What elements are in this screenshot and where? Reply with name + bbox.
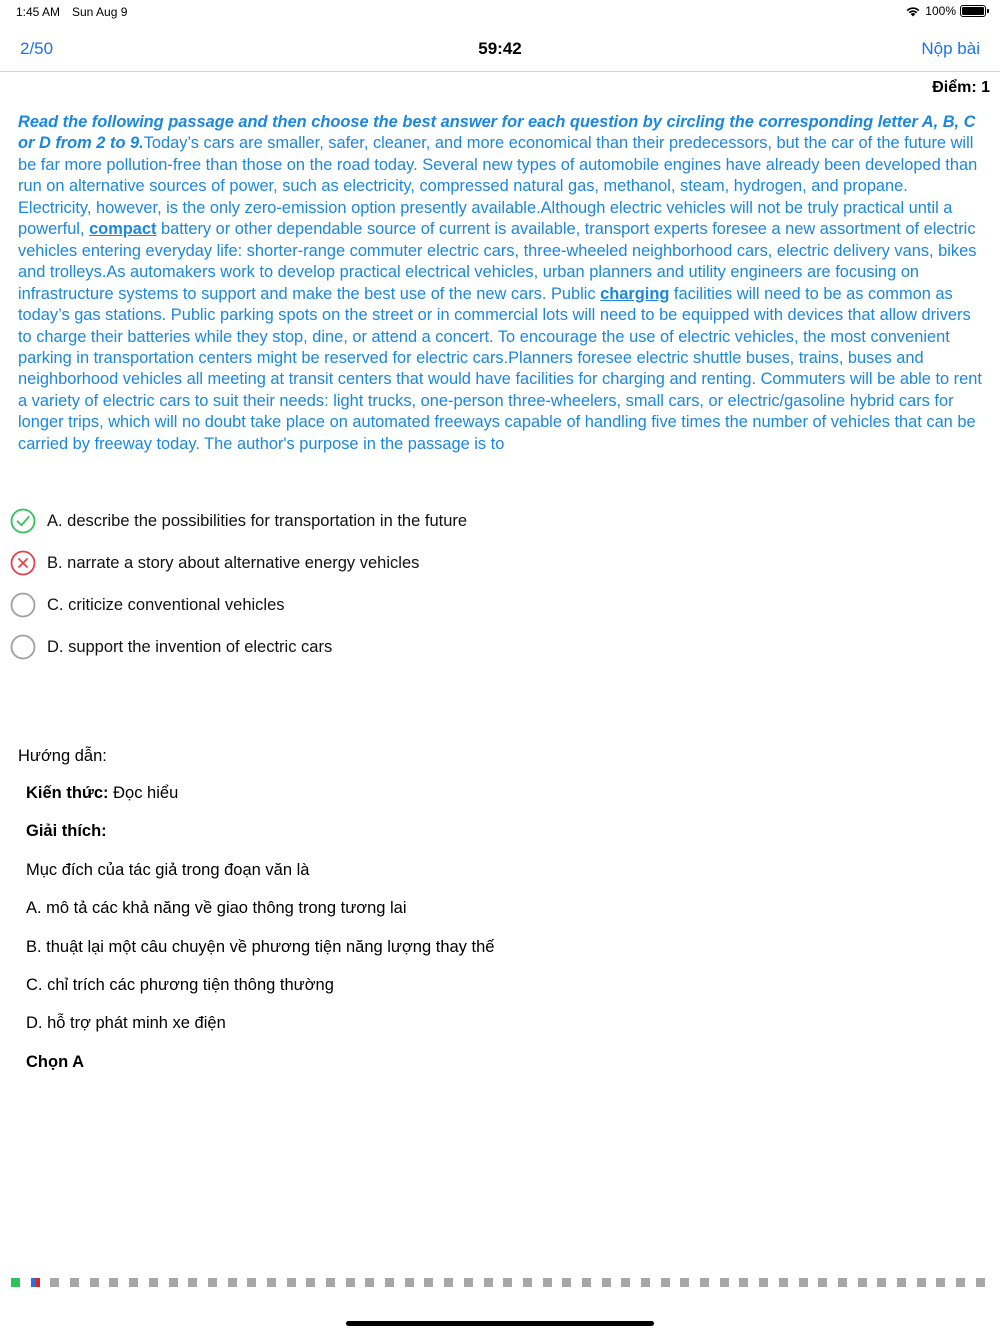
explain-label: Giải thích: — [26, 822, 107, 841]
question-progress-strip — [11, 1278, 995, 1287]
progress-dot-43[interactable] — [838, 1278, 847, 1287]
question-counter[interactable]: 2/50 — [20, 39, 54, 58]
answer-options — [10, 500, 910, 668]
progress-dot-41[interactable] — [799, 1278, 808, 1287]
battery-icon — [960, 5, 986, 17]
explain-line: A. mô tả các khả năng về giao thông trong tương lai — [26, 899, 407, 918]
option-b-label: B. narrate a story about alternative energy vehicles — [47, 553, 420, 572]
progress-dot-10[interactable] — [188, 1278, 197, 1287]
progress-dot-19[interactable] — [365, 1278, 374, 1287]
x-circle-icon — [10, 550, 36, 576]
guide-title: Hướng dẫn: — [18, 747, 107, 765]
progress-dot-20[interactable] — [385, 1278, 394, 1287]
countdown-timer: 59:42 — [478, 39, 522, 58]
progress-dot-14[interactable] — [267, 1278, 276, 1287]
option-d[interactable] — [10, 626, 910, 668]
progress-dot-11[interactable] — [208, 1278, 217, 1287]
progress-dot-8[interactable] — [149, 1278, 158, 1287]
progress-dot-4[interactable] — [70, 1278, 79, 1287]
knowledge-value: Đọc hiểu — [108, 784, 179, 802]
progress-dot-28[interactable] — [543, 1278, 552, 1287]
option-c[interactable] — [10, 584, 910, 626]
progress-dot-46[interactable] — [897, 1278, 906, 1287]
progress-dot-21[interactable] — [405, 1278, 414, 1287]
option-d-label: D. support the invention of electric cars — [47, 637, 333, 656]
score-label: Điểm: 1 — [932, 79, 990, 96]
progress-dot-38[interactable] — [739, 1278, 748, 1287]
option-c-label: C. criticize conventional vehicles — [47, 595, 285, 614]
progress-dot-9[interactable] — [169, 1278, 178, 1287]
explain-line: D. hỗ trợ phát minh xe điện — [26, 1014, 226, 1033]
progress-dot-47[interactable] — [917, 1278, 926, 1287]
progress-dot-6[interactable] — [109, 1278, 118, 1287]
check-circle-icon — [10, 508, 36, 534]
status-date: Sun Aug 9 — [72, 5, 128, 19]
progress-dot-44[interactable] — [858, 1278, 867, 1287]
passage-text-3: facilities will need to be as common as today’s gas stations. Public parking spots on the street or in commercial lots will need to be equipped with devices that allow drivers to charge their batteries while they stop, dine, or attend a concert. To encourage the use of electric vehicles, the most convenient parking in transportation centers might be reserved for electric cars.Planners foresee electric shuttle buses, trains, buses and neighborhood vehicles all meeting at transit centers that would have facilities for charging and renting. Commuters will be able to rent a variety of electric cars to suit their needs: light trucks, one-person three-wheelers, small cars, or electric/gasoline hybrid cars for longer trips, which will no doubt take place on automated freeways capable of handling five times the number of vehicles that can be carried by freeway today. The author's purpose in the passage is to — [18, 284, 982, 453]
progress-dot-15[interactable] — [287, 1278, 296, 1287]
passage-instruction: Read the following passage and then choose the best answer for each question by circling the corresponding letter A, B, C or D from 2 to 9. — [18, 113, 976, 153]
empty-circle-icon — [10, 634, 36, 660]
home-indicator — [346, 1321, 654, 1326]
progress-dot-13[interactable] — [247, 1278, 256, 1287]
progress-dot-5[interactable] — [90, 1278, 99, 1287]
progress-dot-23[interactable] — [444, 1278, 453, 1287]
status-bar — [0, 0, 1000, 24]
progress-dot-3[interactable] — [50, 1278, 59, 1287]
progress-dot-34[interactable] — [661, 1278, 670, 1287]
progress-dot-40[interactable] — [779, 1278, 788, 1287]
progress-dot-29[interactable] — [562, 1278, 571, 1287]
submit-button[interactable]: Nộp bài — [921, 39, 980, 58]
knowledge-label: Kiến thức: — [26, 784, 109, 802]
progress-dot-12[interactable] — [228, 1278, 237, 1287]
progress-dot-45[interactable] — [877, 1278, 886, 1287]
progress-dot-39[interactable] — [759, 1278, 768, 1287]
empty-circle-icon — [10, 592, 36, 618]
progress-dot-50[interactable] — [976, 1278, 985, 1287]
keyword-compact[interactable]: compact — [89, 220, 157, 239]
progress-dot-35[interactable] — [680, 1278, 689, 1287]
progress-dot-32[interactable] — [621, 1278, 630, 1287]
progress-dot-22[interactable] — [424, 1278, 433, 1287]
explanation-section — [18, 742, 918, 1087]
knowledge-line — [26, 780, 918, 818]
battery-percent: 100% — [925, 4, 956, 18]
progress-dot-17[interactable] — [326, 1278, 335, 1287]
guide-body — [26, 780, 918, 1087]
progress-dot-36[interactable] — [700, 1278, 709, 1287]
progress-dot-2[interactable] — [31, 1278, 40, 1287]
progress-dot-18[interactable] — [346, 1278, 355, 1287]
progress-dot-7[interactable] — [129, 1278, 138, 1287]
progress-dot-24[interactable] — [464, 1278, 473, 1287]
progress-dot-37[interactable] — [720, 1278, 729, 1287]
status-indicators — [905, 4, 986, 18]
explain-line: C. chỉ trích các phương tiện thông thường — [26, 975, 334, 994]
explain-line: B. thuật lại một câu chuyện về phương tiện năng lượng thay thế — [26, 937, 495, 956]
progress-dot-1[interactable] — [11, 1278, 20, 1287]
nav-bar — [0, 24, 1000, 72]
progress-dot-33[interactable] — [641, 1278, 650, 1287]
option-b[interactable] — [10, 542, 910, 584]
answer-line: Chọn A — [26, 1052, 85, 1071]
keyword-charging[interactable]: charging — [600, 284, 670, 303]
question-passage — [18, 112, 984, 455]
progress-dot-42[interactable] — [818, 1278, 827, 1287]
progress-dot-30[interactable] — [582, 1278, 591, 1287]
explain-line: Mục đích của tác giả trong đoạn văn là — [26, 860, 310, 879]
passage-text-2: battery or other dependable source of current is available, transport experts foresee a new assortment of electric vehicles entering everyday life: shorter-range commuter electric cars, three-wheeled neighborhood cars, electric delivery vans, bikes and trolleys.As automakers work to develop practical electrical vehicles, urban planners and utility engineers are focusing on infrastructure systems to support and make the best use of the new cars. Public — [18, 220, 977, 303]
option-a[interactable] — [10, 500, 910, 542]
status-time: 1:45 AM — [16, 5, 61, 19]
progress-dot-16[interactable] — [306, 1278, 315, 1287]
progress-dot-27[interactable] — [523, 1278, 532, 1287]
passage-text-1: Today’s cars are smaller, safer, cleaner, and more economical than their predecessors, but the car of the future will be far more pollution-free than those on the road today. Several new types of automobile engines have already been developed than run on alternative sources of power, such as electricity, compressed natural gas, methanol, steam, hydrogen, and propane. Electricity, however, is the only zero-emission option presently available.Although electric vehicles will not be truly practical until a powerful, — [18, 134, 978, 239]
wifi-icon — [905, 5, 921, 17]
progress-dot-49[interactable] — [956, 1278, 965, 1287]
option-a-label: A. describe the possibilities for transportation in the future — [47, 511, 468, 530]
progress-dot-48[interactable] — [936, 1278, 945, 1287]
progress-dot-26[interactable] — [503, 1278, 512, 1287]
progress-dot-31[interactable] — [602, 1278, 611, 1287]
progress-dot-25[interactable] — [484, 1278, 493, 1287]
